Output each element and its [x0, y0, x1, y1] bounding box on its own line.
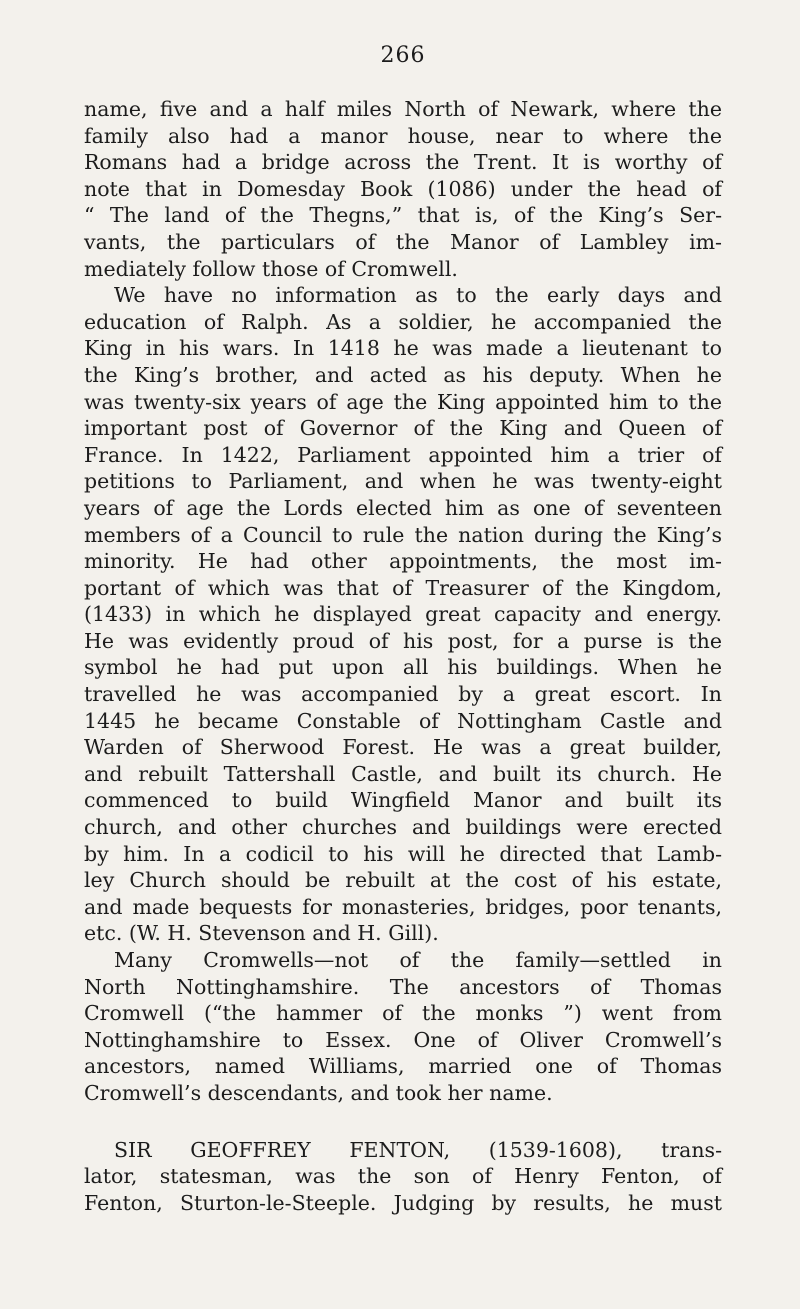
text-line: education of Ralph. As a soldier, he accompanied the — [84, 309, 722, 334]
text-line: SIR GEOFFREY FENTON, (1539-1608), trans- — [114, 1137, 722, 1162]
text-line: minority. He had other appointments, the most im- — [84, 549, 722, 574]
text-line: was twenty-six years of age the King appointed him to the — [84, 389, 722, 414]
text-line: family also had a manor house, near to where the — [84, 123, 722, 148]
text-line: “ The land of the Thegns,” that is, of the King’s Ser- — [84, 203, 722, 228]
text-line: North Nottinghamshire. The ancestors of Thomas — [84, 974, 722, 999]
text-line: (1433) in which he displayed great capacity and energy. — [84, 602, 722, 627]
text-line: 1445 he became Constable of Nottingham Castle and — [84, 708, 722, 733]
text-line: lator, statesman, was the son of Henry Fenton, of — [84, 1164, 722, 1189]
text-line: name, five and a half miles North of Newark, where the — [84, 97, 722, 121]
text-line: and rebuilt Tattershall Castle, and built its church. He — [84, 761, 722, 786]
text-line: petitions to Parliament, and when he was twenty-eight — [84, 469, 722, 494]
text-line: Warden of Sherwood Forest. He was a great builder, — [84, 735, 722, 760]
paragraph-4 — [84, 1137, 722, 1217]
document-page — [84, 36, 722, 1216]
text-line: We have no information as to the early days and — [114, 283, 722, 308]
text-line: Nottinghamshire to Essex. One of Oliver Cromwell’s — [84, 1027, 722, 1052]
text-line: Cromwell’s descendants, and took her name. — [84, 1080, 553, 1105]
paragraph-3 — [84, 947, 722, 1107]
text-line: ancestors, named Williams, married one of Thomas — [84, 1054, 722, 1079]
paragraph-2 — [84, 282, 722, 947]
text-line: France. In 1422, Parliament appointed him a trier of — [84, 442, 722, 467]
text-line: symbol he had put upon all his buildings. When he — [84, 655, 722, 680]
text-line: vants, the particulars of the Manor of Lambley im- — [84, 229, 722, 254]
text-line: portant of which was that of Treasurer of the Kingdom, — [84, 575, 722, 600]
text-line: mediately follow those of Cromwell. — [84, 256, 458, 281]
text-line: commenced to build Wingfield Manor and built its — [84, 788, 722, 813]
text-line: church, and other churches and buildings were erected — [84, 815, 722, 840]
section-gap — [84, 1107, 722, 1137]
text-line: important post of Governor of the King and Queen of — [84, 416, 722, 441]
text-line: Cromwell (“the hammer of the monks ”) went from — [84, 1001, 722, 1026]
text-line: years of age the Lords elected him as one of seventeen — [84, 495, 722, 520]
text-line: members of a Council to rule the nation during the King’s — [84, 522, 722, 547]
text-line: Romans had a bridge across the Trent. It is worthy of — [84, 150, 722, 175]
text-line: ley Church should be rebuilt at the cost of his estate, — [84, 868, 722, 893]
text-line: and made bequests for monasteries, bridges, poor tenants, — [84, 894, 722, 919]
text-line: the King’s brother, and acted as his deputy. When he — [84, 362, 722, 387]
text-line: by him. In a codicil to his will he directed that Lamb- — [84, 841, 722, 866]
text-line: King in his wars. In 1418 he was made a lieutenant to — [84, 336, 722, 361]
paragraph-1 — [84, 96, 722, 282]
text-line: Many Cromwells—not of the family—settled in — [114, 948, 722, 972]
page-number: 266 — [380, 43, 426, 68]
text-line: travelled he was accompanied by a great escort. In — [84, 682, 722, 707]
text-line: Fenton, Sturton-le-Steeple. Judging by results, he must — [84, 1190, 722, 1215]
text-line: etc. (W. H. Stevenson and H. Gill). — [84, 921, 439, 946]
text-line: He was evidently proud of his post, for a purse is the — [84, 628, 722, 653]
text-line: note that in Domesday Book (1086) under the head of — [84, 176, 722, 201]
